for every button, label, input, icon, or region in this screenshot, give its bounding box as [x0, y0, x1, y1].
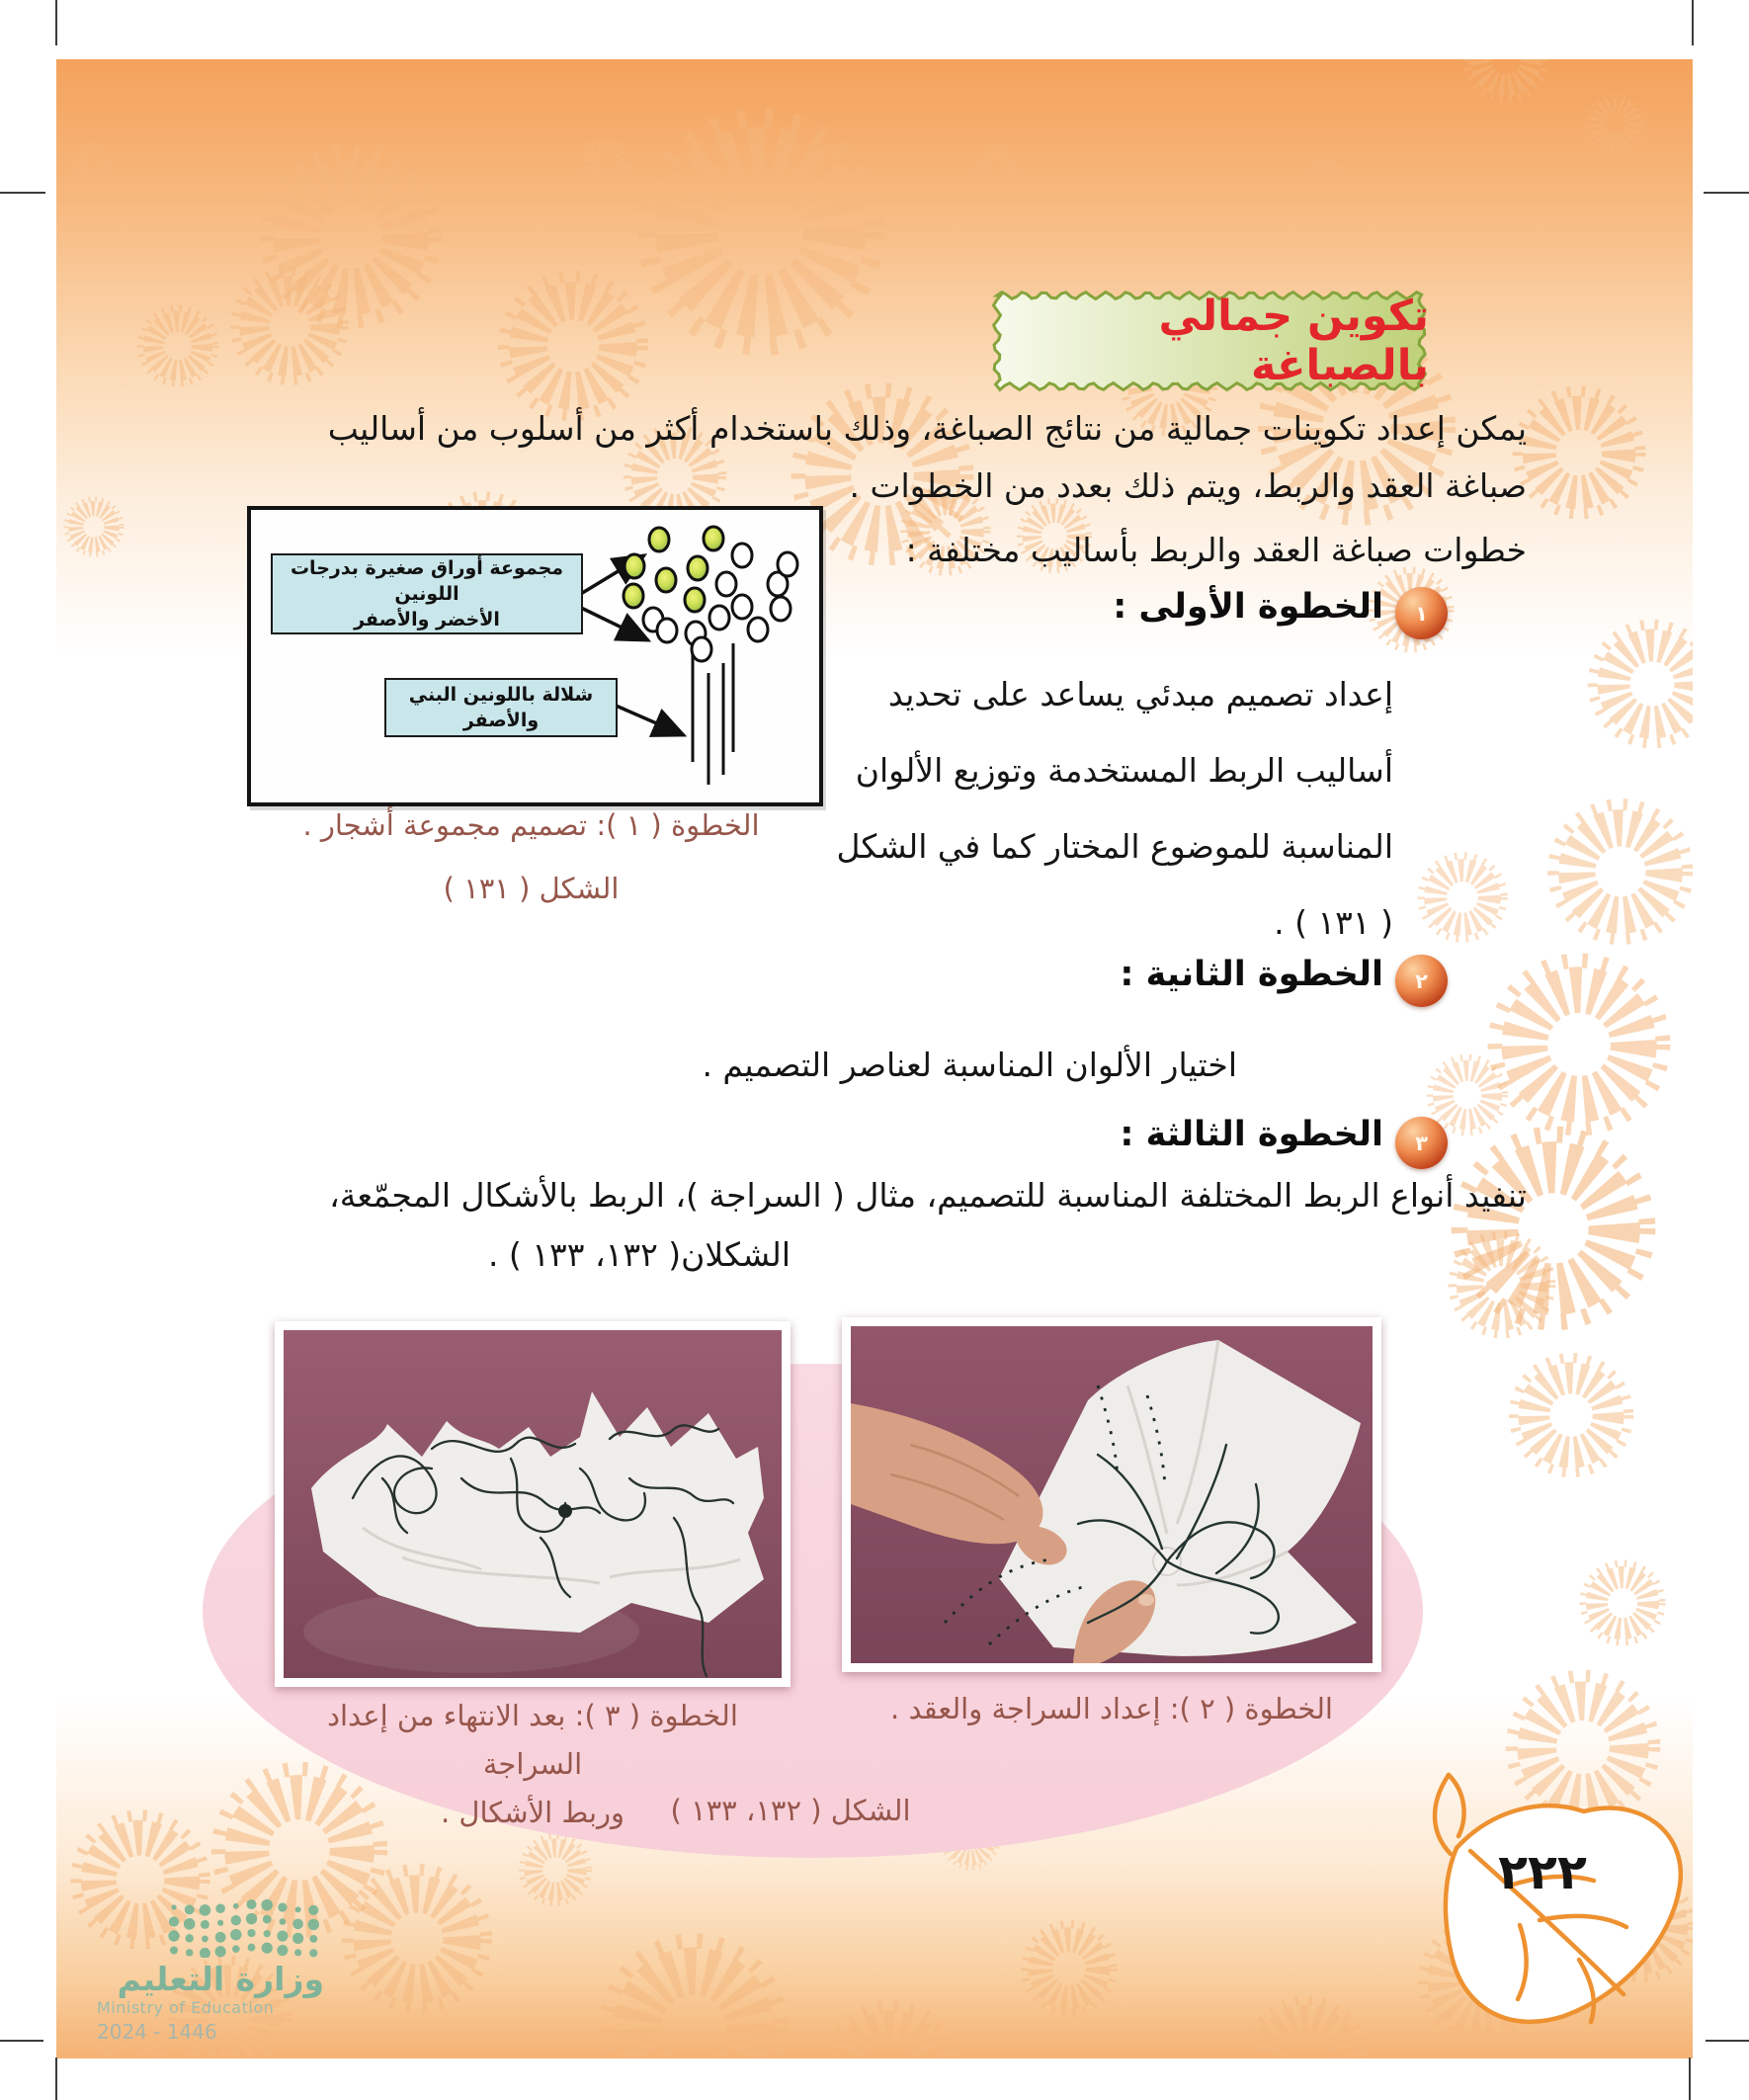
step-3-number: ٣ — [1415, 1131, 1428, 1155]
crop-mark-top-right-v — [1692, 0, 1694, 45]
step-1-line-1: إعداد تصميم مبدئي يساعد على تحديد — [887, 675, 1393, 714]
diagram-caption: الخطوة ( ١ ): تصميم مجموعة أشجار . — [302, 808, 760, 842]
intro-line-2: صباغة العقد والربط، ويتم ذلك بعدد من الخطوات . — [849, 466, 1527, 505]
step-1-bullet — [1395, 587, 1448, 639]
step-2-number: ٢ — [1415, 968, 1428, 993]
tree-design-diagram — [247, 506, 823, 806]
step-2-heading: الخطوة الثانية : — [1120, 955, 1383, 994]
crop-mark-bottom-right-v — [1689, 2058, 1691, 2100]
step-2-bullet — [1395, 955, 1448, 1007]
diagram-label-waterfall — [384, 678, 618, 737]
ministry-name-arabic: وزارة التعليم — [117, 1960, 324, 1998]
step-3-heading: الخطوة الثالثة : — [1120, 1115, 1383, 1154]
step-3-bullet — [1395, 1117, 1448, 1169]
section-title-badge — [990, 289, 1429, 393]
photo-after-basting — [275, 1321, 791, 1687]
crop-mark-bottom-left-h — [0, 2040, 43, 2042]
step-1-line-2: أساليب الربط المستخدمة وتوزيع الألوان — [855, 751, 1393, 790]
step-3-line-1: تنفيد أنواع الربط المختلفة المناسبة للتصميم، مثال ( السراجة )، الربط بالأشكال المجمّعة، — [329, 1176, 1527, 1215]
diagram-label-leaves — [271, 553, 583, 634]
crop-mark-top-left-v — [55, 0, 57, 45]
page-number: ٢٢٢ — [1498, 1844, 1587, 1900]
photo-preparing-basting-image — [851, 1326, 1373, 1663]
left-photo-caption-line2: وربط الأشكال . — [440, 1796, 625, 1829]
crop-mark-top-left-h — [0, 192, 45, 194]
crop-mark-top-right-h — [1704, 192, 1749, 194]
photo-after-basting-image — [284, 1330, 782, 1678]
step-1-line-4: ( ١٣١ ) . — [1274, 903, 1393, 942]
step-1-line-3: المناسبة للموضوع المختار كما في الشكل — [836, 827, 1393, 866]
step-3-line-2: الشكلان( ١٣٢، ١٣٣ ) . — [487, 1235, 791, 1274]
crop-mark-bottom-left-v — [55, 2058, 57, 2100]
figure-131-reference: الشكل ( ١٣١ ) — [443, 872, 620, 905]
left-photo-caption-line1: الخطوة ( ٣ ): بعد الانتهاء من إعداد السراجة — [327, 1699, 738, 1781]
section-title: تكوين جمالي بالصباغة — [1158, 292, 1429, 390]
step-1-body — [837, 656, 1393, 961]
step-1-heading: الخطوة الأولى : — [1113, 587, 1383, 627]
ministry-name-english: Ministry of Education — [97, 1998, 275, 2017]
figure-132-133-reference: الشكل ( ١٣٢، ١٣٣ ) — [670, 1794, 911, 1827]
edition-years: 2024 - 1446 — [97, 2020, 217, 2044]
diagram-label-leaves-line1: مجموعة أوراق صغيرة بدرجات اللونين — [290, 557, 564, 605]
photo-preparing-basting — [842, 1317, 1381, 1672]
step-1-number: ١ — [1415, 601, 1428, 626]
step-2-body: اختيار الألوان المناسبة لعناصر التصميم . — [702, 1046, 1237, 1084]
lead-line: خطوات صباغة العقد والربط بأساليب مختلفة : — [905, 531, 1527, 569]
intro-line-1: يمكن إعداد تكوينات جمالية من نتائج الصباغة، وذلك باستخدام أكثر من أسلوب من أساليب — [327, 409, 1527, 448]
ministry-logo-icon — [166, 1898, 324, 1958]
diagram-label-waterfall-text: شلالة باللونين البني والأصفر — [408, 684, 594, 731]
leaf-page-ornament — [1372, 1757, 1712, 2054]
diagram-label-leaves-line2: الأخضر والأصفر — [354, 609, 500, 630]
right-photo-caption: الخطوة ( ٢ ): إعداد السراجة والعقد . — [890, 1692, 1333, 1725]
